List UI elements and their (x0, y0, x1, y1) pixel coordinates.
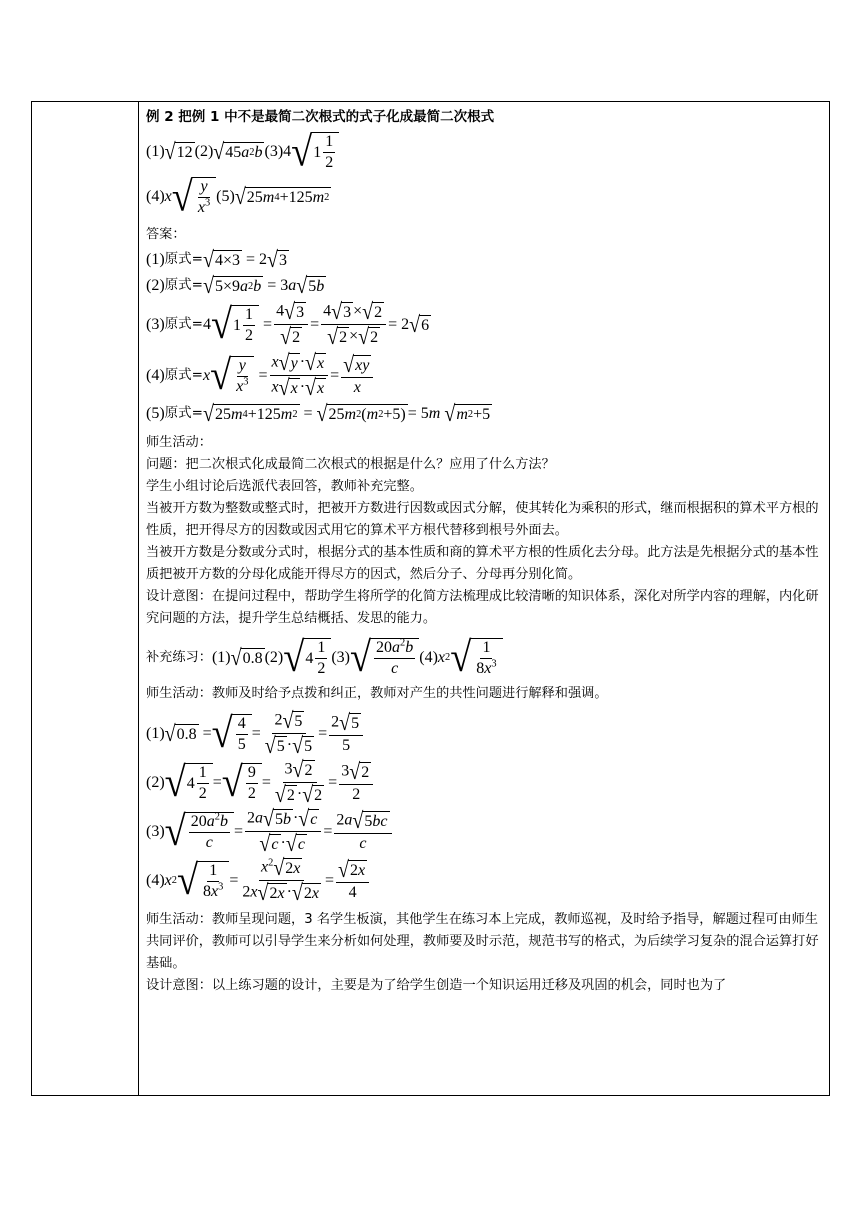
example-title: 例 2 把例 1 中不是最简二次根式的式子化成最简二次根式 (146, 109, 495, 125)
practice-activity: 师生活动：教师及时给予点拨和纠正，教师对产生的共性问题进行解释和强调。 (146, 686, 608, 701)
integer-method-text: 当被开方数为整数或整式时，把被开方数进行因数或因式分解，使其转化为乘积的形式，继而根据积的算术平方根的性质，把开得尽方的因数或因式用它的算术平方根代替移到根号外面去。 (146, 501, 819, 538)
design-intent-2: 设计意图：以上练习题的设计，主要是为了给学生创造一个知识运用迁移及巩固的机会，同时也为了 (146, 978, 727, 993)
practice-answer-2: (2) √ 4 $\frac{1}{2}$ = √ $\frac{9}{2}$ = 3 √ 2 √ 2 · √ 2 = 3 √ 2 2 (146, 760, 826, 805)
practice-line: 补充练习： (1) √ 0.8 (2) √ 4 $\frac{1}{2}$ (3) √ $\frac{20a^2b}{c}$ (4) x 2 √ $\frac{1}{8x^3}$ (146, 638, 826, 677)
practice-label: 补充练习： (146, 649, 212, 665)
fraction-method-text: 当被开方数是分数或分式时，根据分式的基本性质和商的算术平方根的性质化去分母。此方法是先根据分式的基本性质把被开方数的分母化成能开得尽方的因式，然后分子、分母再分别化简。 (146, 545, 819, 582)
activity-label: 师生活动： (146, 435, 212, 450)
content-cell (146, 106, 826, 997)
activity-2-text: 师生活动：教师呈现问题，3 名学生板演，其他学生在练习本上完成，教师巡视，及时给予指导，解题过程可由师生共同评价，教师可以引导学生来分析如何处理，教师要及时示范，规范书写的格式，为后续学习复杂的混合运算打好基础。 (146, 912, 819, 971)
answer-3: (3) 原式= 4 √ 1 $\frac{1}{2}$ = 4 √ 3 √ 2 = 4 √ 3 × √ 2 √ 2 × √ 2 = 2 √ 6 (146, 299, 430, 350)
answer-2: (2) 原式= √ 5×9 a 2 b = 3 a √ 5 b (146, 273, 325, 299)
practice-answer-3: (3) √ $\frac{20a^2b}{c}$ = 2a √ 5 b · √ c √ c · √ c = 2a √ 5 bc c (146, 809, 826, 854)
problem-line-1: (1) √ 12 (2) √ 45 a 2 b (3)4 √ 1 $\frac{1}{2}$ (146, 132, 826, 171)
answer-label: 答案： (146, 227, 186, 242)
discussion-text: 学生小组讨论后选派代表回答，教师补充完整。 (146, 479, 423, 494)
answer-5: (5) 原式= √ 25 m 4 +125 m 2 = √ 25 m 2 ( m 2 +5) = 5 m √ m 2 +5 (146, 401, 491, 427)
question-text: 问题：把二次根式化成最简二次根式的根据是什么？应用了什么方法？ (146, 457, 555, 472)
practice-answer-1: (1) √ 0.8 = √ $\frac{4}{5}$ = 2 √ 5 √ 5 · √ 5 = 2 √ 5 5 (146, 711, 826, 756)
answer-1: (1) 原式= √ 4×3 = 2 √ 3 (146, 247, 287, 273)
column-divider (138, 102, 139, 1095)
problem-line-2: (4) x √ $\frac{y}{x^3}$ (5) √ 25 m 4 +125 m 2 (146, 173, 330, 220)
practice-answer-4: (4) x 2 √ $\frac{1}{8x^3}$ = $x^2$ √ 2 x 2x √ 2 x · √ 2 x = √ 2 x 4 (146, 858, 826, 903)
lesson-table (31, 101, 830, 1096)
design-intent-1: 设计意图：在提问过程中，帮助学生将所学的化简方法梳理成比较清晰的知识体系，深化对所学内容的理解，内化研究问题的方法，提升学生总结概括、发思的能力。 (146, 589, 819, 626)
answer-4: (4) 原式= x √ $\frac{y}{x^3}$ = x √ y · √ x x √ x · √ x = √ xy x (146, 353, 826, 398)
